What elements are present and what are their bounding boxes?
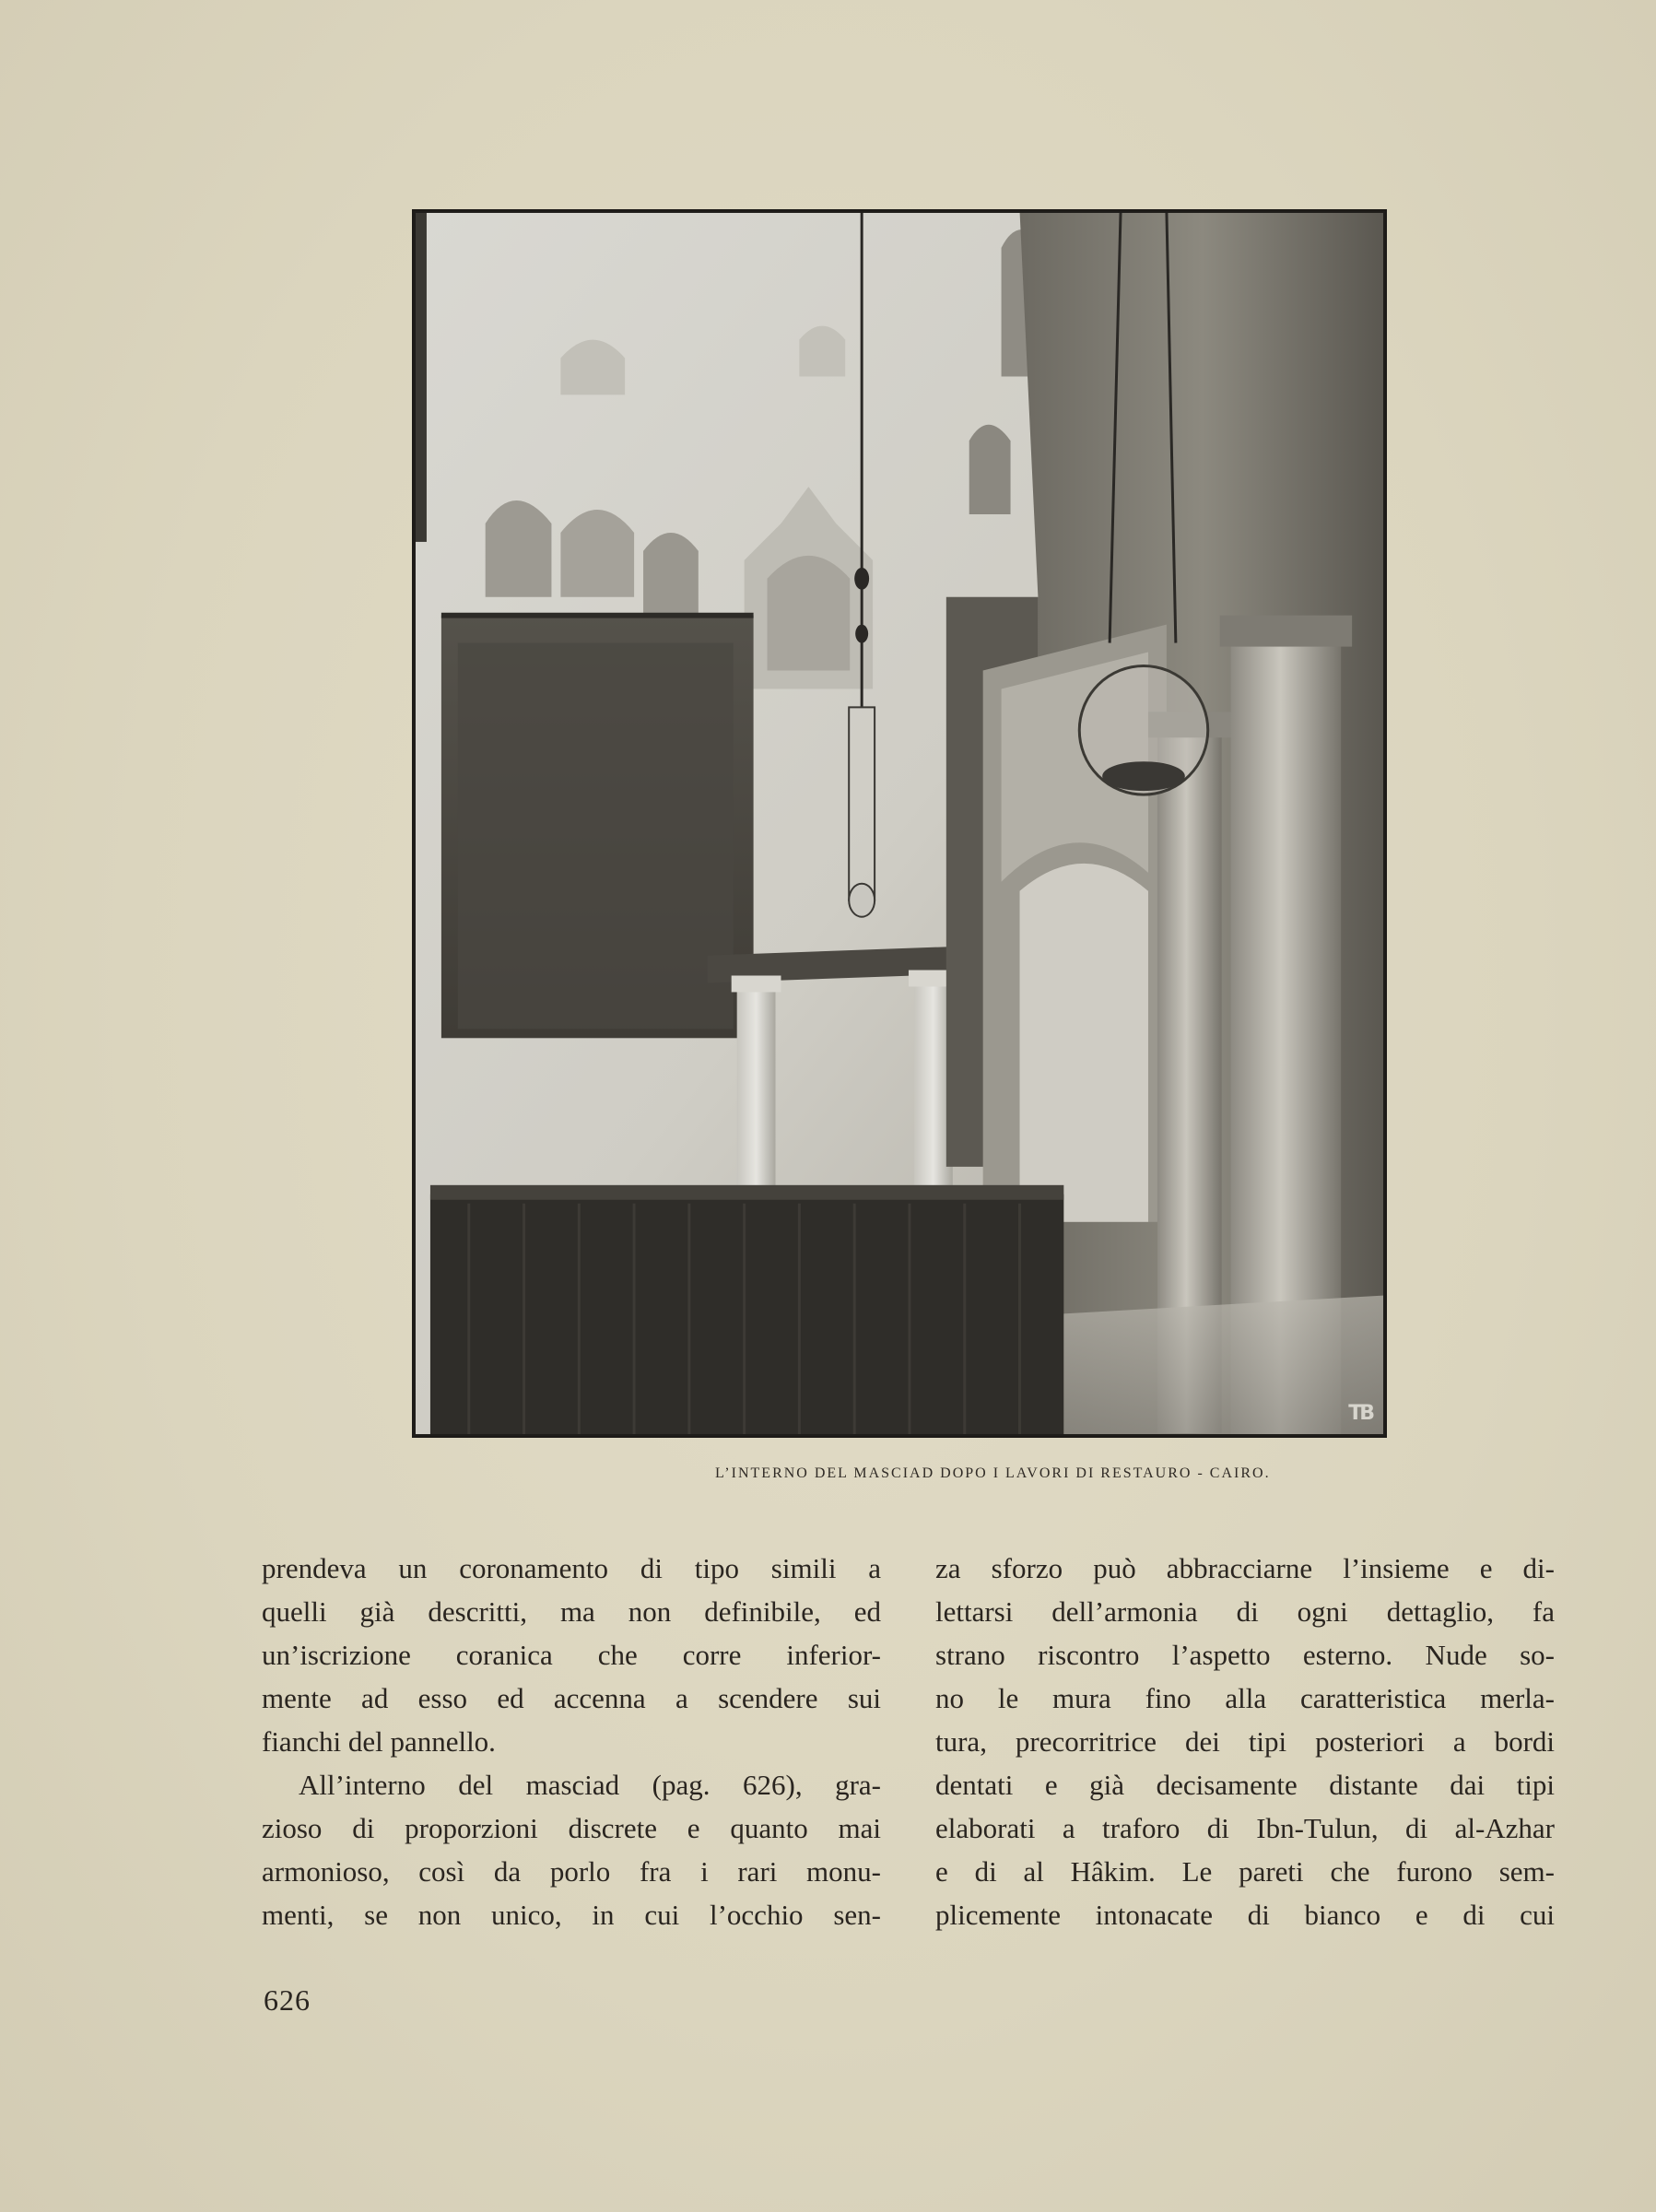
- text-line: prendeva un coronamento di tipo simili a: [262, 1552, 881, 1584]
- mosque-interior-photo: [414, 211, 1385, 1436]
- text-line: un’iscrizione coranica che corre inferior-: [262, 1639, 881, 1671]
- text-line: All’interno del masciad (pag. 626), gra-: [299, 1769, 881, 1801]
- text-line: zioso di proporzioni discrete e quanto mai: [262, 1812, 881, 1844]
- text-line: quelli già descritti, ma non definibile, ed: [262, 1595, 881, 1628]
- text-line: fianchi del pannello.: [262, 1725, 496, 1758]
- text-column-left: [262, 1547, 881, 1936]
- text-line: no le mura fino alla caratteristica merla-: [935, 1682, 1555, 1714]
- text-line: elaborati a traforo di Ibn-Tulun, di al-Azhar: [935, 1812, 1555, 1844]
- page-number: 626: [264, 1983, 311, 2017]
- text-line: e di al Hâkim. Le pareti che furono sem-: [935, 1855, 1555, 1888]
- text-line: za sforzo può abbracciarne l’insieme e di-: [935, 1552, 1555, 1584]
- text-line: menti, se non unico, in cui l’occhio sen-: [262, 1899, 881, 1931]
- photograph-plate: [412, 209, 1387, 1438]
- text-line: plicemente intonacate di bianco e di cui: [935, 1899, 1555, 1931]
- text-line: strano riscontro l’aspetto esterno. Nude so-: [935, 1639, 1555, 1671]
- monogram: TB: [1348, 1402, 1372, 1425]
- text-line: dentati e già decisamente distante dai tipi: [935, 1769, 1555, 1801]
- text-column-right: [935, 1547, 1555, 1936]
- text-line: tura, precorritrice dei tipi posteriori a bordi: [935, 1725, 1555, 1758]
- text-line: mente ad esso ed accenna a scendere sui: [262, 1682, 881, 1714]
- text-line: armonioso, così da porlo fra i rari monu-: [262, 1855, 881, 1888]
- text-line: lettarsi dell’armonia di ogni dettaglio, fa: [935, 1595, 1555, 1628]
- figure-caption: L’INTERNO DEL MASCIAD DOPO I LAVORI DI RESTAURO - CAIRO.: [715, 1465, 1271, 1481]
